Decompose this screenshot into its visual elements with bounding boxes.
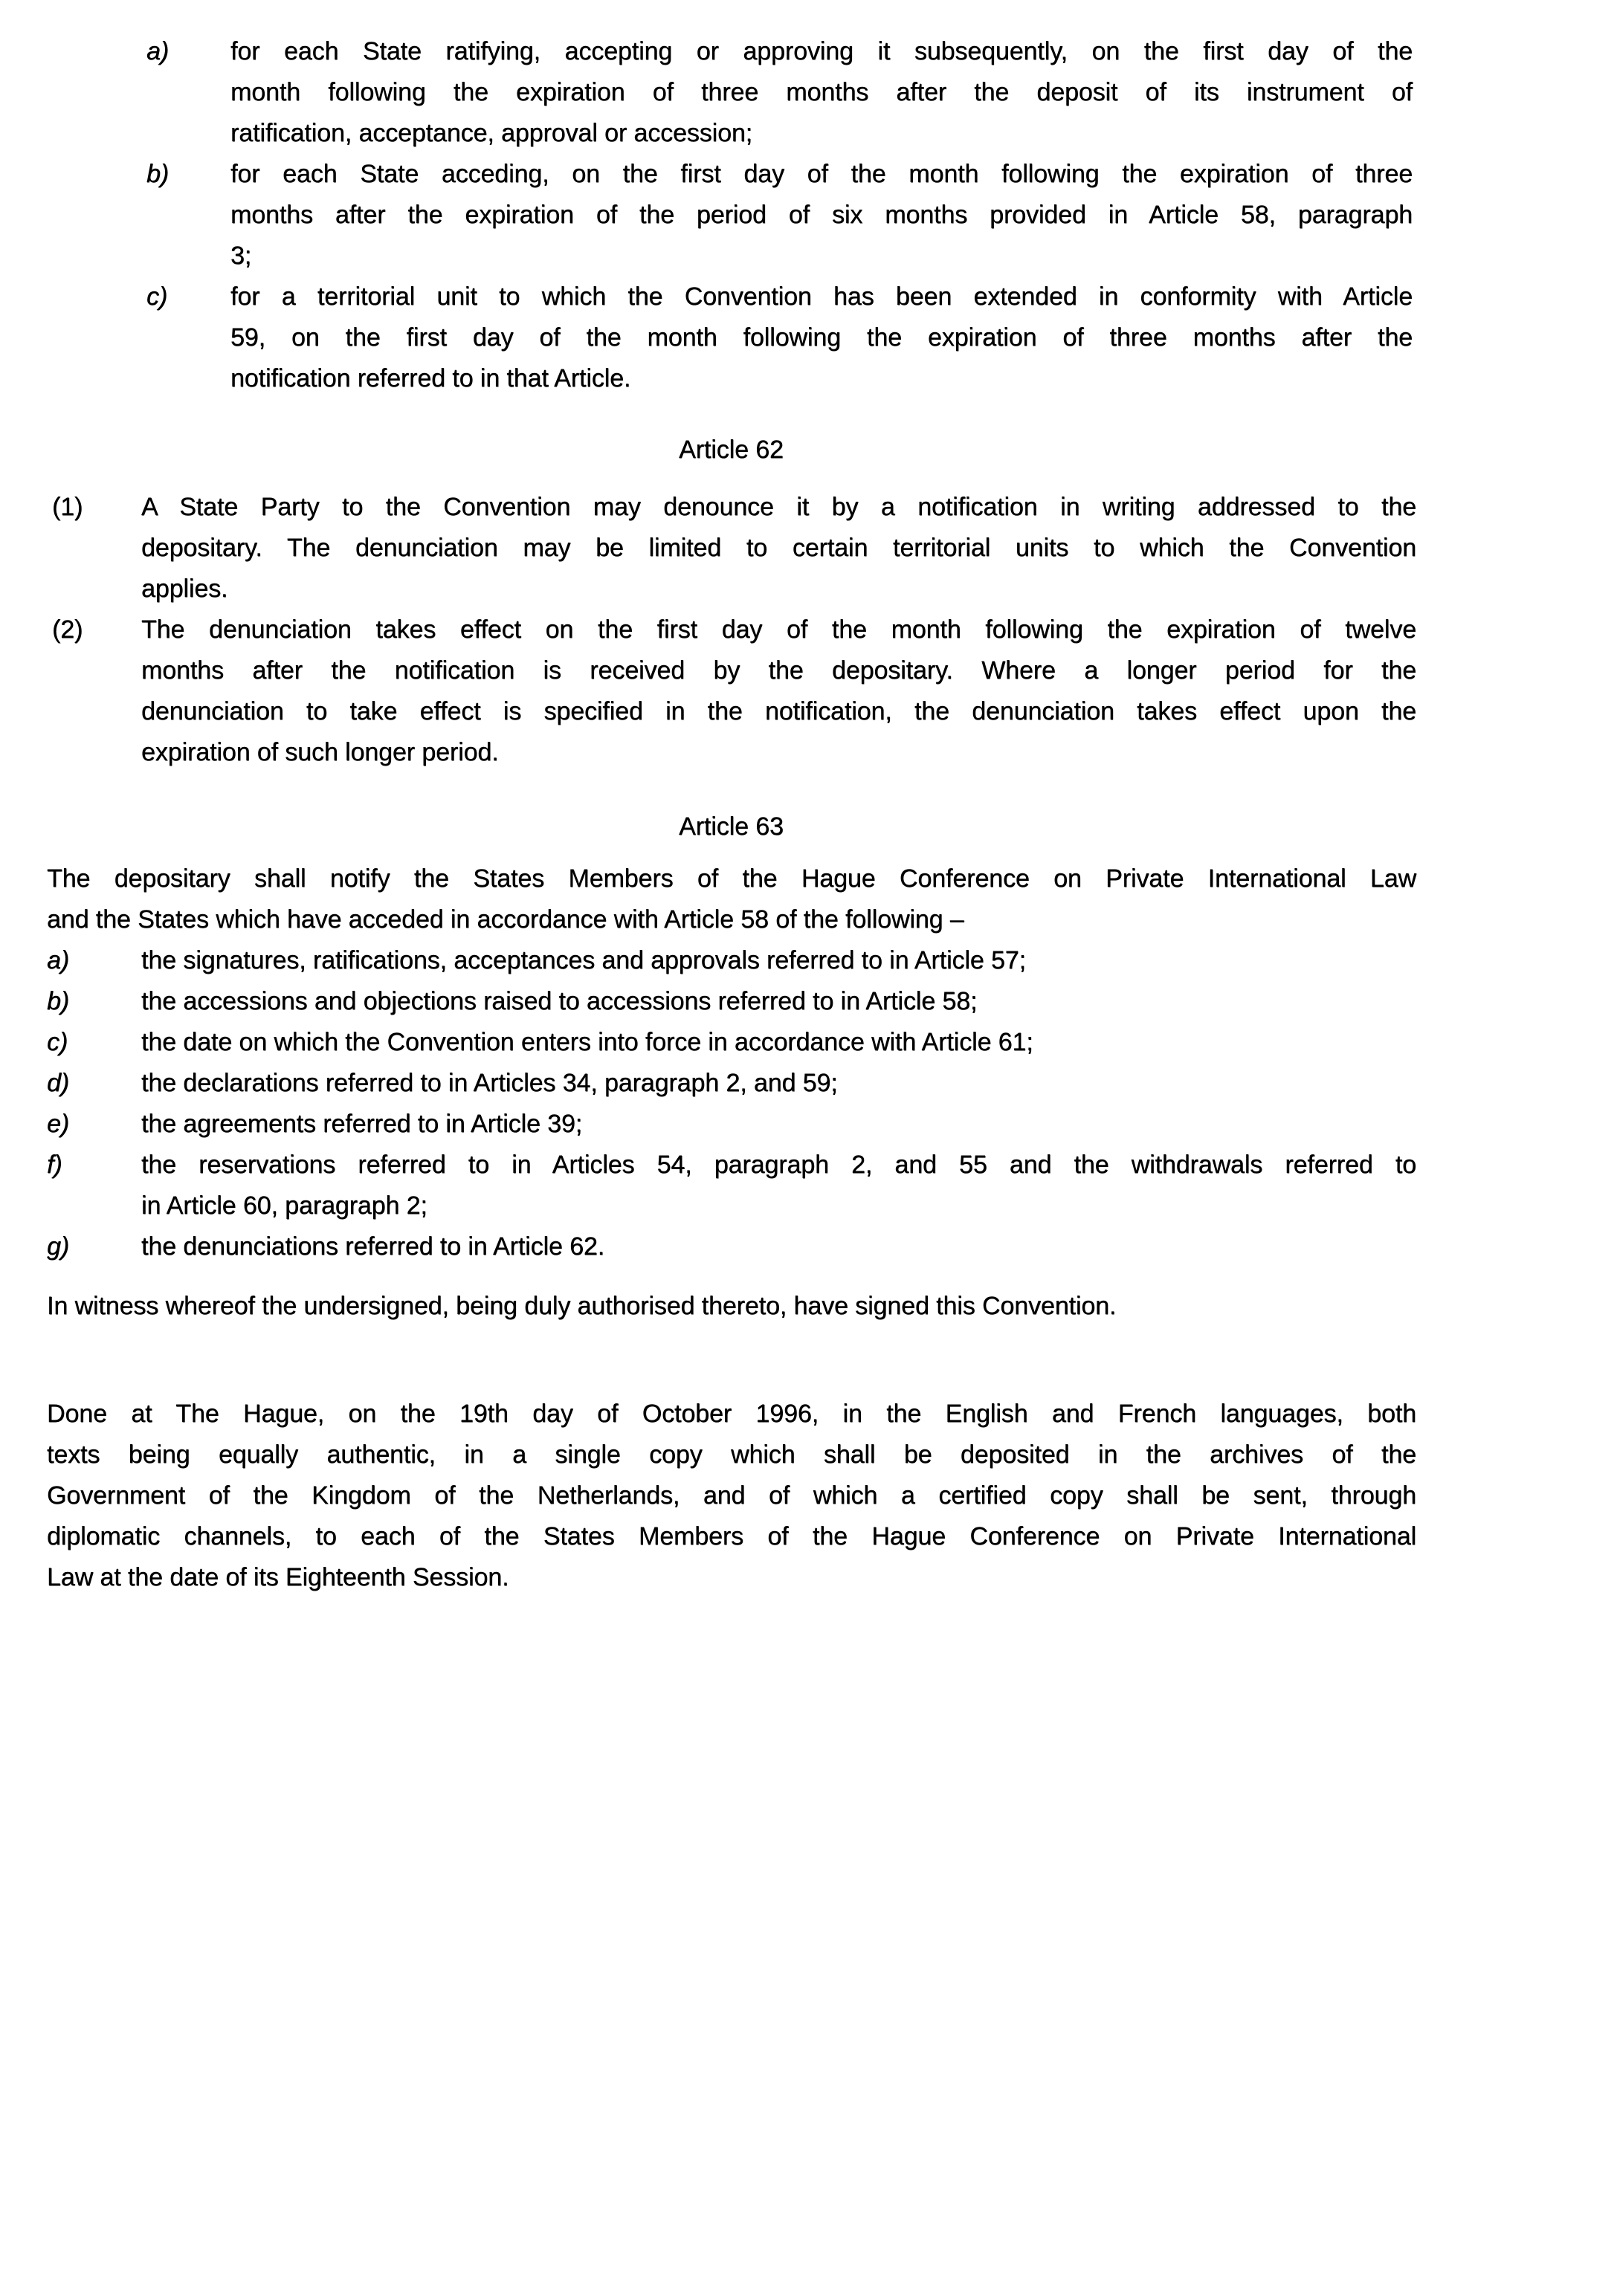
list-item-text [141,1063,1416,1104]
article-63-heading: Article 63 [679,812,784,841]
text-line: the agreements referred to in Article 39; [141,1110,583,1138]
list-item [47,940,1416,981]
text-line: depositary. The denunciation may be limited to certain territorial units to which the Convention [141,534,1416,562]
text-line: notification referred to in that Article. [230,364,631,392]
list-item-marker: f) [47,1151,62,1179]
text-line: texts being equally authentic, in a single copy which shall be deposited in the archives of the [47,1440,1416,1469]
list-item-text [141,1145,1416,1226]
text-line: A State Party to the Convention may denounce it by a notification in writing addressed to the [141,493,1416,521]
text-line: expiration of such longer period. [141,738,499,766]
list-item-marker: b) [146,160,170,188]
list-item-text [141,1022,1416,1063]
list-item [146,154,1413,277]
list-item-marker: c) [146,282,168,311]
text-line: the accessions and objections raised to accessions referred to in Article 58; [141,987,978,1015]
witness-clause: In witness whereof the undersigned, being duly authorised thereto, have signed this Convention. [47,1292,1117,1320]
list-item [47,1145,1416,1226]
text-line: the date on which the Convention enters into force in accordance with Article 61; [141,1028,1033,1056]
text-line: The depositary shall notify the States Members of the Hague Conference on Private International Law [47,864,1416,893]
text-line: The denunciation takes effect on the first day of the month following the expiration of twelve [141,615,1416,644]
list-item [47,981,1416,1022]
text-line: in Article 60, paragraph 2; [141,1191,427,1220]
text-line: and the States which have acceded in accordance with Article 58 of the following – [47,905,964,934]
list-item-marker: a) [47,946,70,974]
text-line: 3; [230,242,252,270]
text-line: for each State ratifying, accepting or approving it subsequently, on the first day of the [230,37,1413,65]
done-at-the-hague-clause [47,1394,1416,1598]
text-line: for a territorial unit to which the Convention has been extended in conformity with Article [230,282,1413,311]
list-item-text [230,31,1413,154]
text-line: months after the expiration of the period of six months provided in Article 58, paragraph [230,201,1413,229]
list-item-marker: d) [47,1069,70,1097]
text-line: Government of the Kingdom of the Netherlands, and of which a certified copy shall be sent, through [47,1481,1416,1510]
list-item-text [141,1104,1416,1145]
list-item [146,31,1413,154]
text-line: the declarations referred to in Articles 34, paragraph 2, and 59; [141,1069,838,1097]
list-item-marker: c) [47,1028,68,1056]
list-item-text [141,981,1416,1022]
list-item-marker: (2) [52,615,83,644]
list-item [47,1063,1416,1104]
list-item [47,1022,1416,1063]
text-line: Law at the date of its Eighteenth Session. [47,1563,509,1591]
list-item [146,277,1413,399]
list-item-text [141,1226,1416,1267]
text-line: diplomatic channels, to each of the States Members of the Hague Conference on Private International [47,1522,1416,1550]
text-line: applies. [141,575,228,603]
article-63-notification-list [47,940,1416,1267]
text-line: denunciation to take effect is specified in the notification, the denunciation takes effect upon the [141,697,1416,725]
article-63-intro-paragraph [47,858,1416,940]
text-line: Done at The Hague, on the 19th day of October 1996, in the English and French languages, both [47,1400,1416,1428]
text-line: the denunciations referred to in Article 62. [141,1232,605,1261]
list-item [52,609,1416,773]
list-item-text [230,277,1413,399]
list-item-marker: b) [47,987,70,1015]
text-line: months after the notification is received by the depositary. Where a longer period for the [141,656,1416,685]
list-item-marker: g) [47,1232,70,1261]
text-line: the reservations referred to in Articles 54, paragraph 2, and 55 and the withdrawals referred to [141,1151,1416,1179]
list-item [47,1104,1416,1145]
text-line: for each State acceding, on the first day of the month following the expiration of three [230,160,1413,188]
list-item [47,1226,1416,1267]
list-item-text [230,154,1413,277]
list-item-text [141,940,1416,981]
article-62-paragraph-list [52,487,1416,773]
entry-into-force-sub-list [146,31,1413,399]
list-item-text [141,609,1416,773]
text-line: month following the expiration of three months after the deposit of its instrument of [230,78,1413,106]
list-item-marker: (1) [52,493,83,521]
list-item [52,487,1416,609]
text-line: the signatures, ratifications, acceptances and approvals referred to in Article 57; [141,946,1026,974]
text-line: 59, on the first day of the month following the expiration of three months after the [230,323,1413,352]
text-line: ratification, acceptance, approval or accession; [230,119,753,147]
article-62-heading: Article 62 [679,436,784,464]
list-item-marker: a) [146,37,170,65]
list-item-marker: e) [47,1110,70,1138]
list-item-text [141,487,1416,609]
